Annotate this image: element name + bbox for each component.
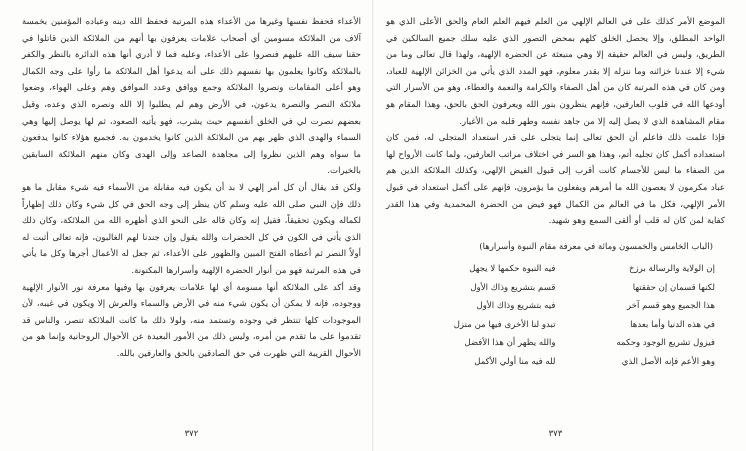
verse-first-hemistich: لكنها قسمان إن حققتها xyxy=(632,282,715,293)
left-page-body xyxy=(22,14,361,362)
right-paragraph-2: فإذا علمت ذلك فاعلم أن الحق تعالى إنما يتجلى على قدر استعداد المتجلى له، فمن كان استعداده أكمل كان تجليه أتم، وهذا هو السر في اختلاف مراتب العارفين، ولما كانت الأرواح لها من الصفاء ما ليس للأجسام كانت أقرب إلى قبول الفيض الإلهي، وكذلك الملائكة الذين هم عباد مكرمون لا يعصون الله ما أمرهم ويفعلون ما يؤمرون، فإنهم على أكمل استعداد في قبول الأمر الإلهي، فكل ما في العالم من الكمال فهو فيض من الحضرة المحمدية وفي هذا القدر كفاية لمن كان له قلب أو ألقى السمع وهو شهيد. xyxy=(386,133,725,227)
poem-verse-row xyxy=(386,353,725,372)
right-page xyxy=(386,14,725,439)
verse-second-hemistich: فيه بتشريع وذاك الأول xyxy=(476,301,556,312)
poem-verse-row xyxy=(386,260,725,279)
verse-second-hemistich: تبدو لنا الأخرى فيها من منزل xyxy=(453,319,556,330)
left-page-number: ٣٧٢ xyxy=(184,429,199,439)
verse-second-hemistich: والله يظهر أن هذا الأفضل xyxy=(464,338,556,349)
poem-verse-row xyxy=(386,334,725,353)
poem-verse-row xyxy=(386,316,725,335)
book-gutter xyxy=(372,0,374,451)
left-paragraph-1: الأعداء فحفظ نفسها وغيرها من الأعداء هذه المرتبة فحفظ الله دينه وعباده المؤمنين بخمسة آلاف من الملائكة مسومين أي أصحاب علامات يعرفون بها أنهم من الملائكة الذين قاتلوا في حقنا سيف الله عليهم فنصروا على الأعداء، وعليه فما لا أدري أنها هذه الدائرة بالنظر والكفر بالملائكة وكانوا يعلمون بها نفسهم ذلك على أنه يدعوا أهل الملائكة ما رأوا على وجه الكمال وهو أعلى المقامات ونصروا الملائكة وجمع ووافق وعدد الموافق وهم وعلى الهواء، وضعوا ملائكة النصر والنصرة يدعون، في الأرض وهم لم يطلبوا إلا الله ونصره الذي وعده، وقيل بعضهم نصرت لي في الخلق أنفسهم حيث يشرب، فهو يأتيه الصعود، ثم لها يوصل إليها وهي السماء والهدى الذي ظهر بهم من الملائكة الذين كانوا يخدمون به. فجميع هؤلاء كانوا يدفعون ما سواه وهم الذين نظروا إلى مجاهدة الصاعد وإلى الهدى وكان منهم الملائكة السابقين بالخيرات. xyxy=(22,17,361,177)
chapter-heading: (الباب الخامس والخمسون ومائة في معرفة مقام النبوة وأسرارها) xyxy=(479,241,713,252)
right-page-number: ٣٧٣ xyxy=(548,429,563,439)
right-paragraph-1: الموضع الأمر كذلك على في العالم الإلهي من العلم فيهم العلم العام والحق الأعلى الذي هو الواحد المطلق، وإلا يحصل الخلق كلهم بمحض التصور الذي عليه سلك جميع السالكين في الطريق، وليس في العالم حقيقة إلا وهي منبعثة عن الحضرة الإلهية، ولهذا قال تعالى وما من شيء إلا عندنا خزائنه وما ننزله إلا بقدر معلوم، فهو المدد الذي يأتي من الخزائن الإلهية للعباد، ومن كان في هذه المرتبة كان من أهل الصفاء والكرامة والنعمة والعطاء، وهو من الأسرار التي أودعها الله في قلوب العارفين، فإنهم ينظرون بنور الله ويعرفون الحق بالحق، وهذا المقام هو مقام المشاهدة الذي لا يصل إليه إلا من جاهد نفسه وطهر قلبه من الأغيار. xyxy=(386,17,725,127)
verse-first-hemistich: في هذه الدنيا وأما بعدها xyxy=(630,319,715,330)
left-paragraph-3: وقد أكد على الملائكة أنها مسومة أي لها علامات يعرفون بها وفيها معرفة نور الأنوار الإلهية ووجوده، فإنه لا يمكن أن يكون شيء منه في الأرض والسماء والعرش إلا ويكون في غيبه، لأن الموجودات كلها تنتظر في وجوده وتستمد منه، ولولا ذلك ما كانت الملائكة تنصر، والناس قد تقدموا على ما تقدم من أمره، وليس ذلك من الأمور البعيدة عن الأحوال الروحانية وإنما هو من الأحوال القريبة التي ظهرت في حق الصادقين بالحق والعارفين بالله. xyxy=(22,282,361,359)
verse-first-hemistich: وهو الأعم فإنه الأصل الذي xyxy=(621,356,715,367)
verse-second-hemistich: فيه النبوة حكمها لا يجهل xyxy=(469,264,556,275)
poem-verse-row xyxy=(386,297,725,316)
poem-verses xyxy=(386,260,725,372)
verse-first-hemistich: هذا الجميع وهو قسم آخر xyxy=(626,301,715,312)
verse-second-hemistich: لله فيه منا أولي الأكمل xyxy=(474,356,556,367)
verse-first-hemistich: فيزول تشريع الوجود وحكمه xyxy=(616,338,715,349)
right-page-body xyxy=(386,14,725,230)
left-paragraph-2: ولكن قد يقال أن كل أمر إلهي لا بد أن يكون فيه مقابلة من الأسماء فيه شيء مقابل ما هو ذلك فإن النبي صلى الله عليه وسلم كان ينظر إلى وجه الحق في كل شيء وكان ذلك إظهاراً لكماله ويكون تحقيقاً، فقيل إنه وكان قاله على النحو الذي أظهره الله من الملائكة، وكان ذلك الذي يأتي في الكون في كل الحضرات والله يقول وإن جندنا لهم الغالبون، فإنه تعالى أثبت له أولاً النصر ثم أعطاه الفتح المبين والظهور على الأعداء، ثم جعل له الأعمال أجرها وكل ما يأتي في هذه المرتبة فهو من أنوار الحضرة الإلهية وأسرارها المكنونة. xyxy=(22,182,361,276)
verse-first-hemistich: إن الولاية والرسالة برزخ xyxy=(628,264,715,275)
verse-second-hemistich: قسم بتشريع وذاك الأول xyxy=(470,282,556,293)
poem-verse-row xyxy=(386,278,725,297)
left-page xyxy=(22,14,361,439)
